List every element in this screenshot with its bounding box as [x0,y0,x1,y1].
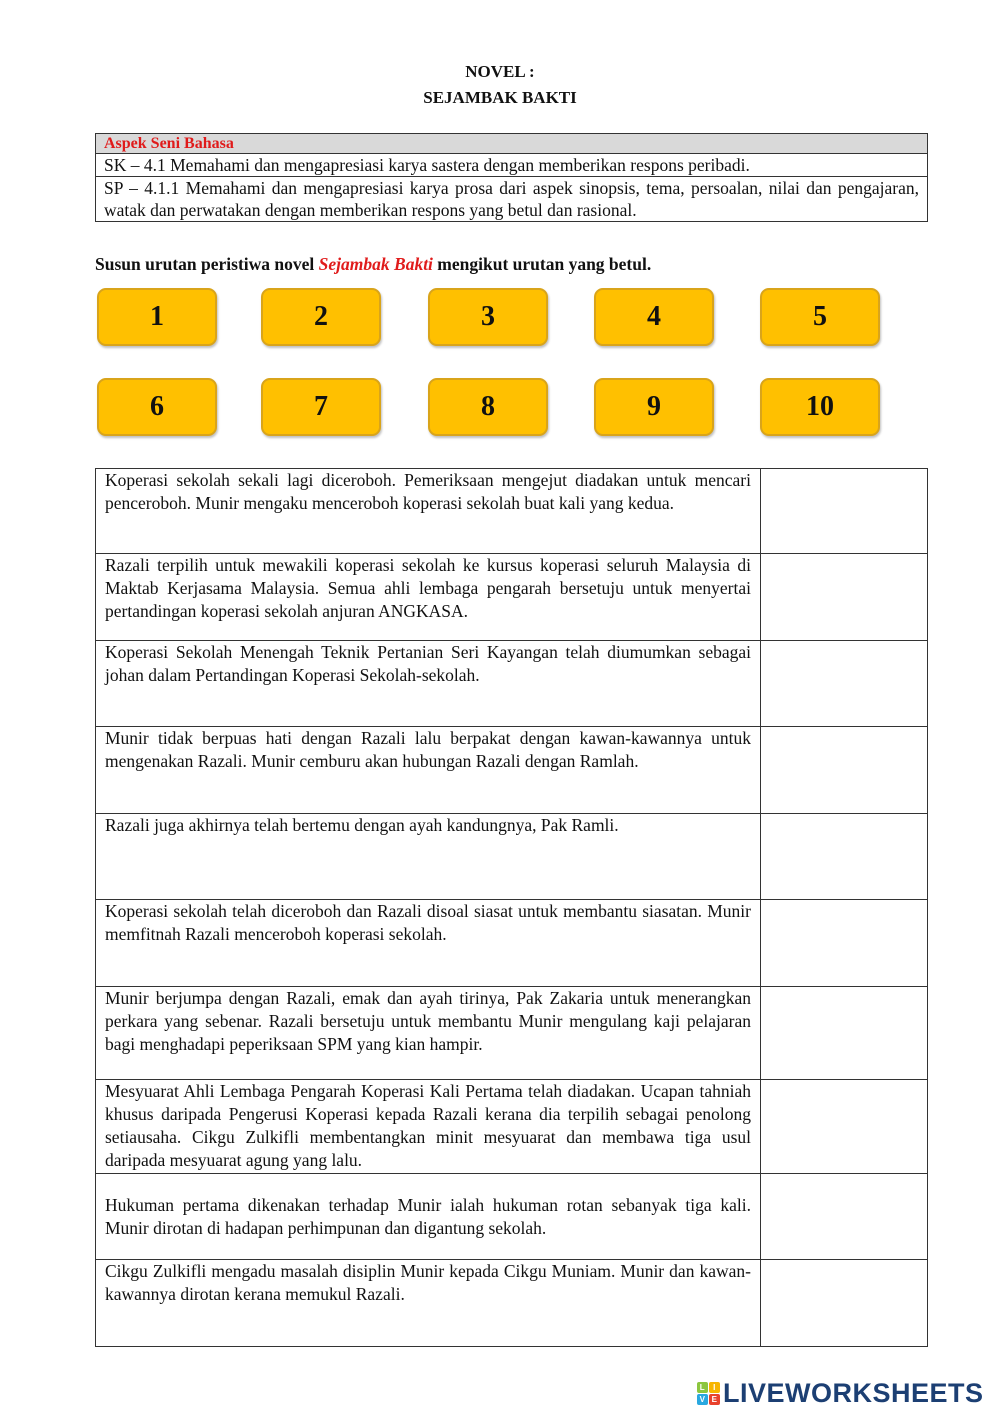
event-row [96,641,928,727]
number-tile-3[interactable]: 3 [428,288,548,346]
number-tile-9[interactable]: 9 [594,378,714,436]
logo-letter: E [709,1394,720,1405]
aspect-heading: Aspek Seni Bahasa [96,134,928,154]
logo-letter: L [697,1382,708,1393]
number-tile-10[interactable]: 10 [760,378,880,436]
answer-drop-box[interactable] [761,900,928,987]
aspect-table [95,133,928,222]
event-text: Razali terpilih untuk mewakili koperasi sekolah ke kursus koperasi seluruh Malaysia di Maktab Kerjasama Malaysia. Semua ahli lembaga pengarah bersetuju untuk menyertai pertandingan koperasi sekolah anjuran ANGKASA. [96,554,761,641]
event-text: Hukuman pertama dikenakan terhadap Munir ialah hukuman rotan sebanyak tiga kali. Munir dirotan di hadapan perhimpunan dan digantung sekolah. [96,1174,761,1260]
logo-letter: I [709,1382,720,1393]
aspect-sp: SP – 4.1.1 Memahami dan mengapresiasi karya prosa dari aspek sinopsis, tema, persoalan, nilai dan pengajaran, watak dan perwatakan dengan memberikan respons yang betul dan rasional. [96,177,928,222]
event-row [96,554,928,641]
event-row [96,1174,928,1260]
answer-drop-box[interactable] [761,814,928,900]
page-title-line2: SEJAMBAK BAKTI [423,88,577,107]
instruction-novel-title: Sejambak Bakti [318,254,433,274]
liveworksheets-logo [697,1378,984,1409]
instruction-after: mengikut urutan yang betul. [432,254,652,274]
answer-drop-box[interactable] [761,1260,928,1347]
event-text: Mesyuarat Ahli Lembaga Pengarah Koperasi Kali Pertama telah diadakan. Ucapan tahniah khusus daripada Pengerusi Koperasi kepada Razali kerana dia terpilih sebagai penolong setiausaha. Cikgu Zulkifli membentangkan minit mesyuarat dan membawa tiga usul daripada mesyuarat agung yang lalu. [96,1080,761,1174]
number-tile-2[interactable]: 2 [261,288,381,346]
logo-text: LIVEWORKSHEETS [723,1378,984,1408]
instruction-before: Susun urutan peristiwa novel [95,254,319,274]
page-title-line1: NOVEL : [465,62,535,81]
aspect-sk: SK – 4.1 Memahami dan mengapresiasi karya sastera dengan memberikan respons peribadi. [96,154,928,177]
number-tile-6[interactable]: 6 [97,378,217,436]
event-row [96,1260,928,1347]
number-tile-8[interactable]: 8 [428,378,548,436]
event-text: Cikgu Zulkifli mengadu masalah disiplin Munir kepada Cikgu Muniam. Munir dan kawan-kawannya dirotan kerana memukul Razali. [96,1260,761,1347]
event-row [96,1080,928,1174]
event-text: Razali juga akhirnya telah bertemu dengan ayah kandungnya, Pak Ramli. [96,814,761,900]
event-text: Munir tidak berpuas hati dengan Razali lalu berpakat dengan kawan-kawannya untuk mengenakan Razali. Munir cemburu akan hubungan Razali dengan Ramlah. [96,727,761,814]
event-row [96,987,928,1080]
event-row [96,727,928,814]
event-text: Munir berjumpa dengan Razali, emak dan ayah tirinya, Pak Zakaria untuk menerangkan perkara yang sebenar. Razali bersetuju untuk membantu Munir mengulang kaji pelajaran bagi menghadapi peperiksaan SPM yang kian hampir. [96,987,761,1080]
event-text: Koperasi Sekolah Menengah Teknik Pertanian Seri Kayangan telah diumumkan sebagai johan dalam Pertandingan Koperasi Sekolah-sekolah. [96,641,761,727]
logo-letter: V [697,1394,708,1405]
answer-drop-box[interactable] [761,641,928,727]
instruction [95,254,651,275]
event-row [96,900,928,987]
events-table [95,468,928,1347]
answer-drop-box[interactable] [761,727,928,814]
event-text: Koperasi sekolah telah diceroboh dan Razali disoal siasat untuk membantu siasatan. Munir memfitnah Razali menceroboh koperasi sekolah. [96,900,761,987]
logo-icon [697,1382,720,1405]
number-tile-5[interactable]: 5 [760,288,880,346]
answer-drop-box[interactable] [761,1080,928,1174]
number-tile-1[interactable]: 1 [97,288,217,346]
number-tile-7[interactable]: 7 [261,378,381,436]
number-tile-4[interactable]: 4 [594,288,714,346]
answer-drop-box[interactable] [761,987,928,1080]
answer-drop-box[interactable] [761,469,928,554]
event-row [96,469,928,554]
answer-drop-box[interactable] [761,554,928,641]
event-text: Koperasi sekolah sekali lagi diceroboh. Pemeriksaan mengejut diadakan untuk mencari penceroboh. Munir mengaku menceroboh koperasi sekolah buat kali yang kedua. [96,469,761,554]
answer-drop-box[interactable] [761,1174,928,1260]
event-row [96,814,928,900]
